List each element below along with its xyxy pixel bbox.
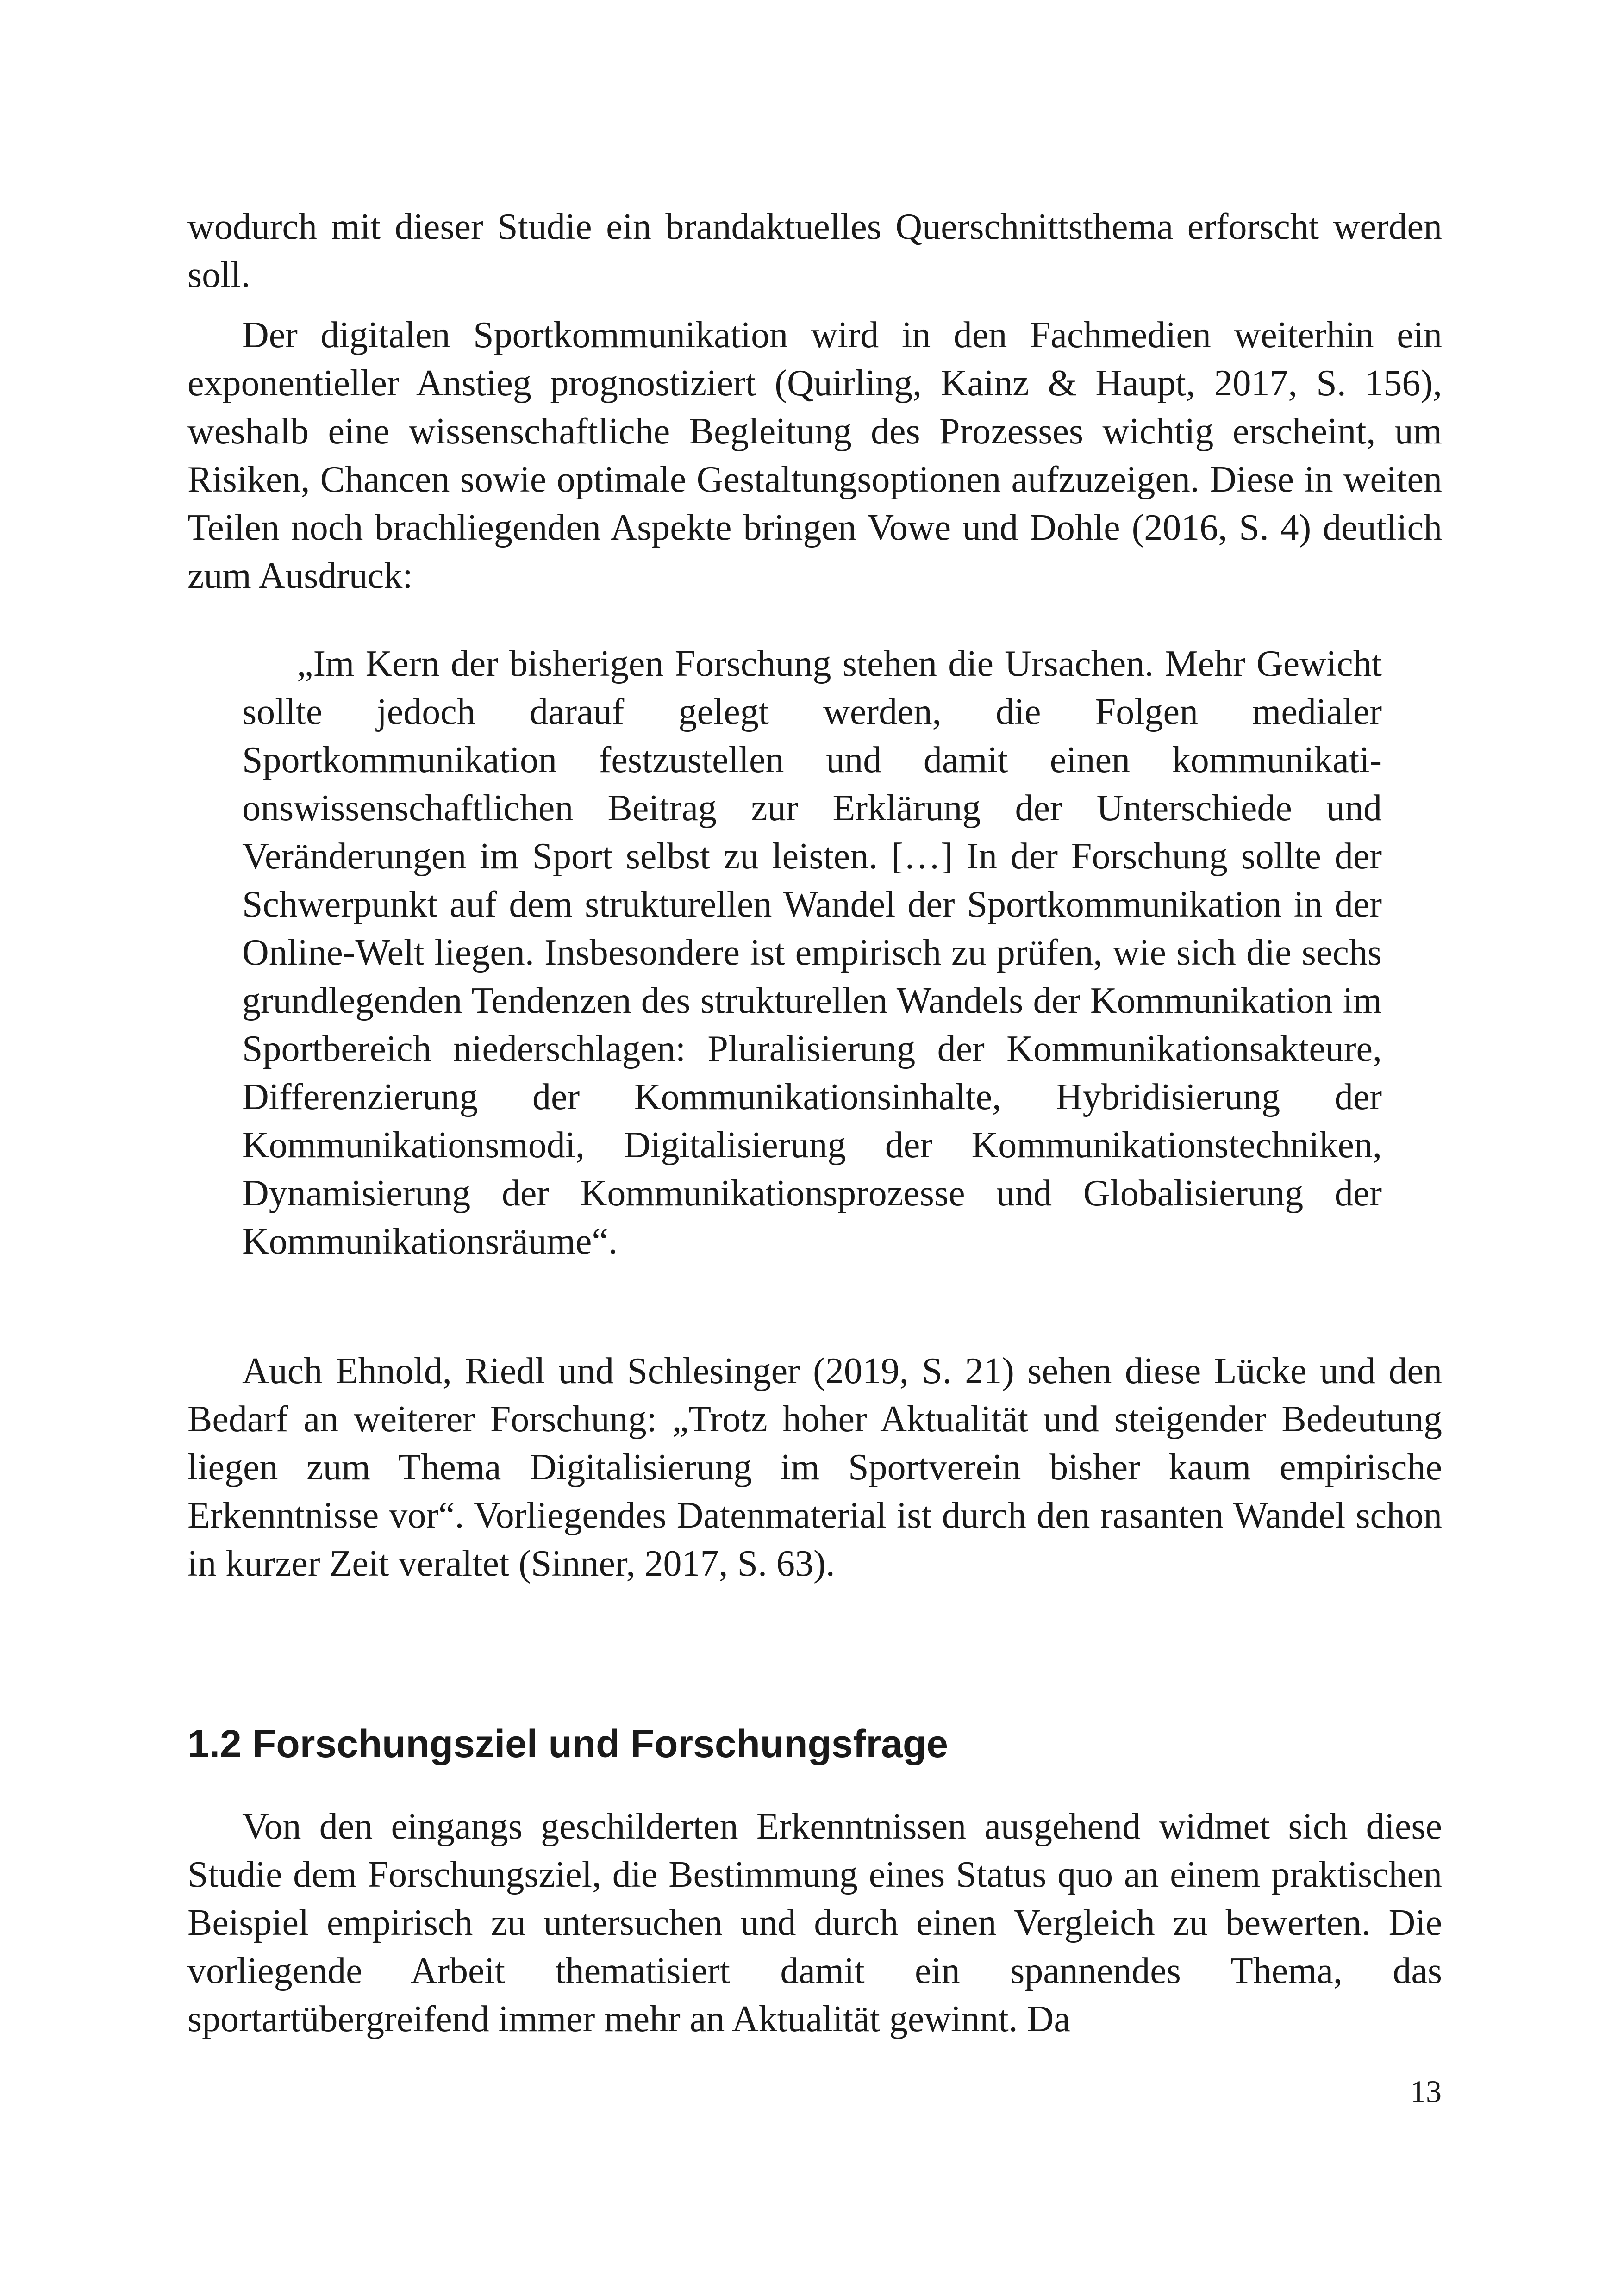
page-number: 13 (1410, 2074, 1442, 2109)
paragraph-digital-sport-communication: Der digitalen Sportkommunikation wird in den Fachmedien weiterhin ein exponentieller Anstieg prognostiziert (Quirling, Kainz & Haupt, 2017, S. 156), weshalb eine wissenschaftliche Begleitung des Prozesses wichtig erscheint, um Risiken, Chancen sowie optimale Gestaltungsoptionen aufzuzeigen. Diese in weiten Teilen noch brachliegenden Aspekte bringen Vowe und Dohle (2016, S. 4) deutlich zum Ausdruck: (187, 315, 1442, 596)
body-text-top (187, 203, 1442, 600)
block-quote (242, 640, 1382, 1266)
paragraph-research-goal: Von den eingangs geschilderten Erkenntnissen ausgehend widmet sich diese Studie dem Forschungsziel, die Bestimmung eines Status quo an einem praktischen Beispiel empirisch zu untersuchen und durch einen Vergleich zu bewerten. Die vorliegende Arbeit thematisiert damit ein spannendes Thema, das sportartübergreifend immer mehr an Aktualität gewinnt. Da (187, 1806, 1442, 2039)
body-text-bottom (187, 1802, 1442, 2043)
section-heading: 1.2 Forschungsziel und Forschungsfrage (187, 1722, 948, 1765)
paragraph-continuation: wodurch mit dieser Studie ein brandaktuelles Querschnittsthema erforscht werden soll. (187, 206, 1442, 295)
body-text-middle (187, 1347, 1442, 1588)
paragraph-ehnold-riedl-schlesinger: Auch Ehnold, Riedl und Schlesinger (2019, S. 21) sehen diese Lücke und den Bedarf an weiterer Forschung: „Trotz hoher Aktualität und steigender Bedeutung liegen zum Thema Digitalisierung im Sportverein bisher kaum empirische Erkenntnisse vor“. Vorliegendes Datenmaterial ist durch den rasanten Wandel schon in kurzer Zeit veraltet (Sinner, 2017, S. 63). (187, 1351, 1442, 1584)
quote-vowe-dohle: „Im Kern der bisherigen Forschung stehen die Ursachen. Mehr Gewicht sollte jedoch darauf gelegt werden, die Folgen medialer Sportkommunikation festzustellen und damit einen kommunikationswissenschaftlichen Beitrag zur Erklärung der Unterschiede und Veränderungen im Sport selbst zu leisten. […] In der Forschung sollte der Schwerpunkt auf dem strukturellen Wandel der Sportkommunikation in der Online-Welt liegen. Insbesondere ist empirisch zu prüfen, wie sich die sechs grundlegenden Tendenzen des strukturellen Wandels der Kommunikation im Sportbereich niederschlagen: Pluralisierung der Kommunikationsakteure, Differenzierung der Kommunikationsinhalte, Hybridisierung der Kommunikationsmodi, Digitalisierung der Kommunikationstechniken, Dynamisierung der Kommunikationsprozesse und Globalisierung der Kommunikationsräume“. (242, 643, 1382, 1262)
